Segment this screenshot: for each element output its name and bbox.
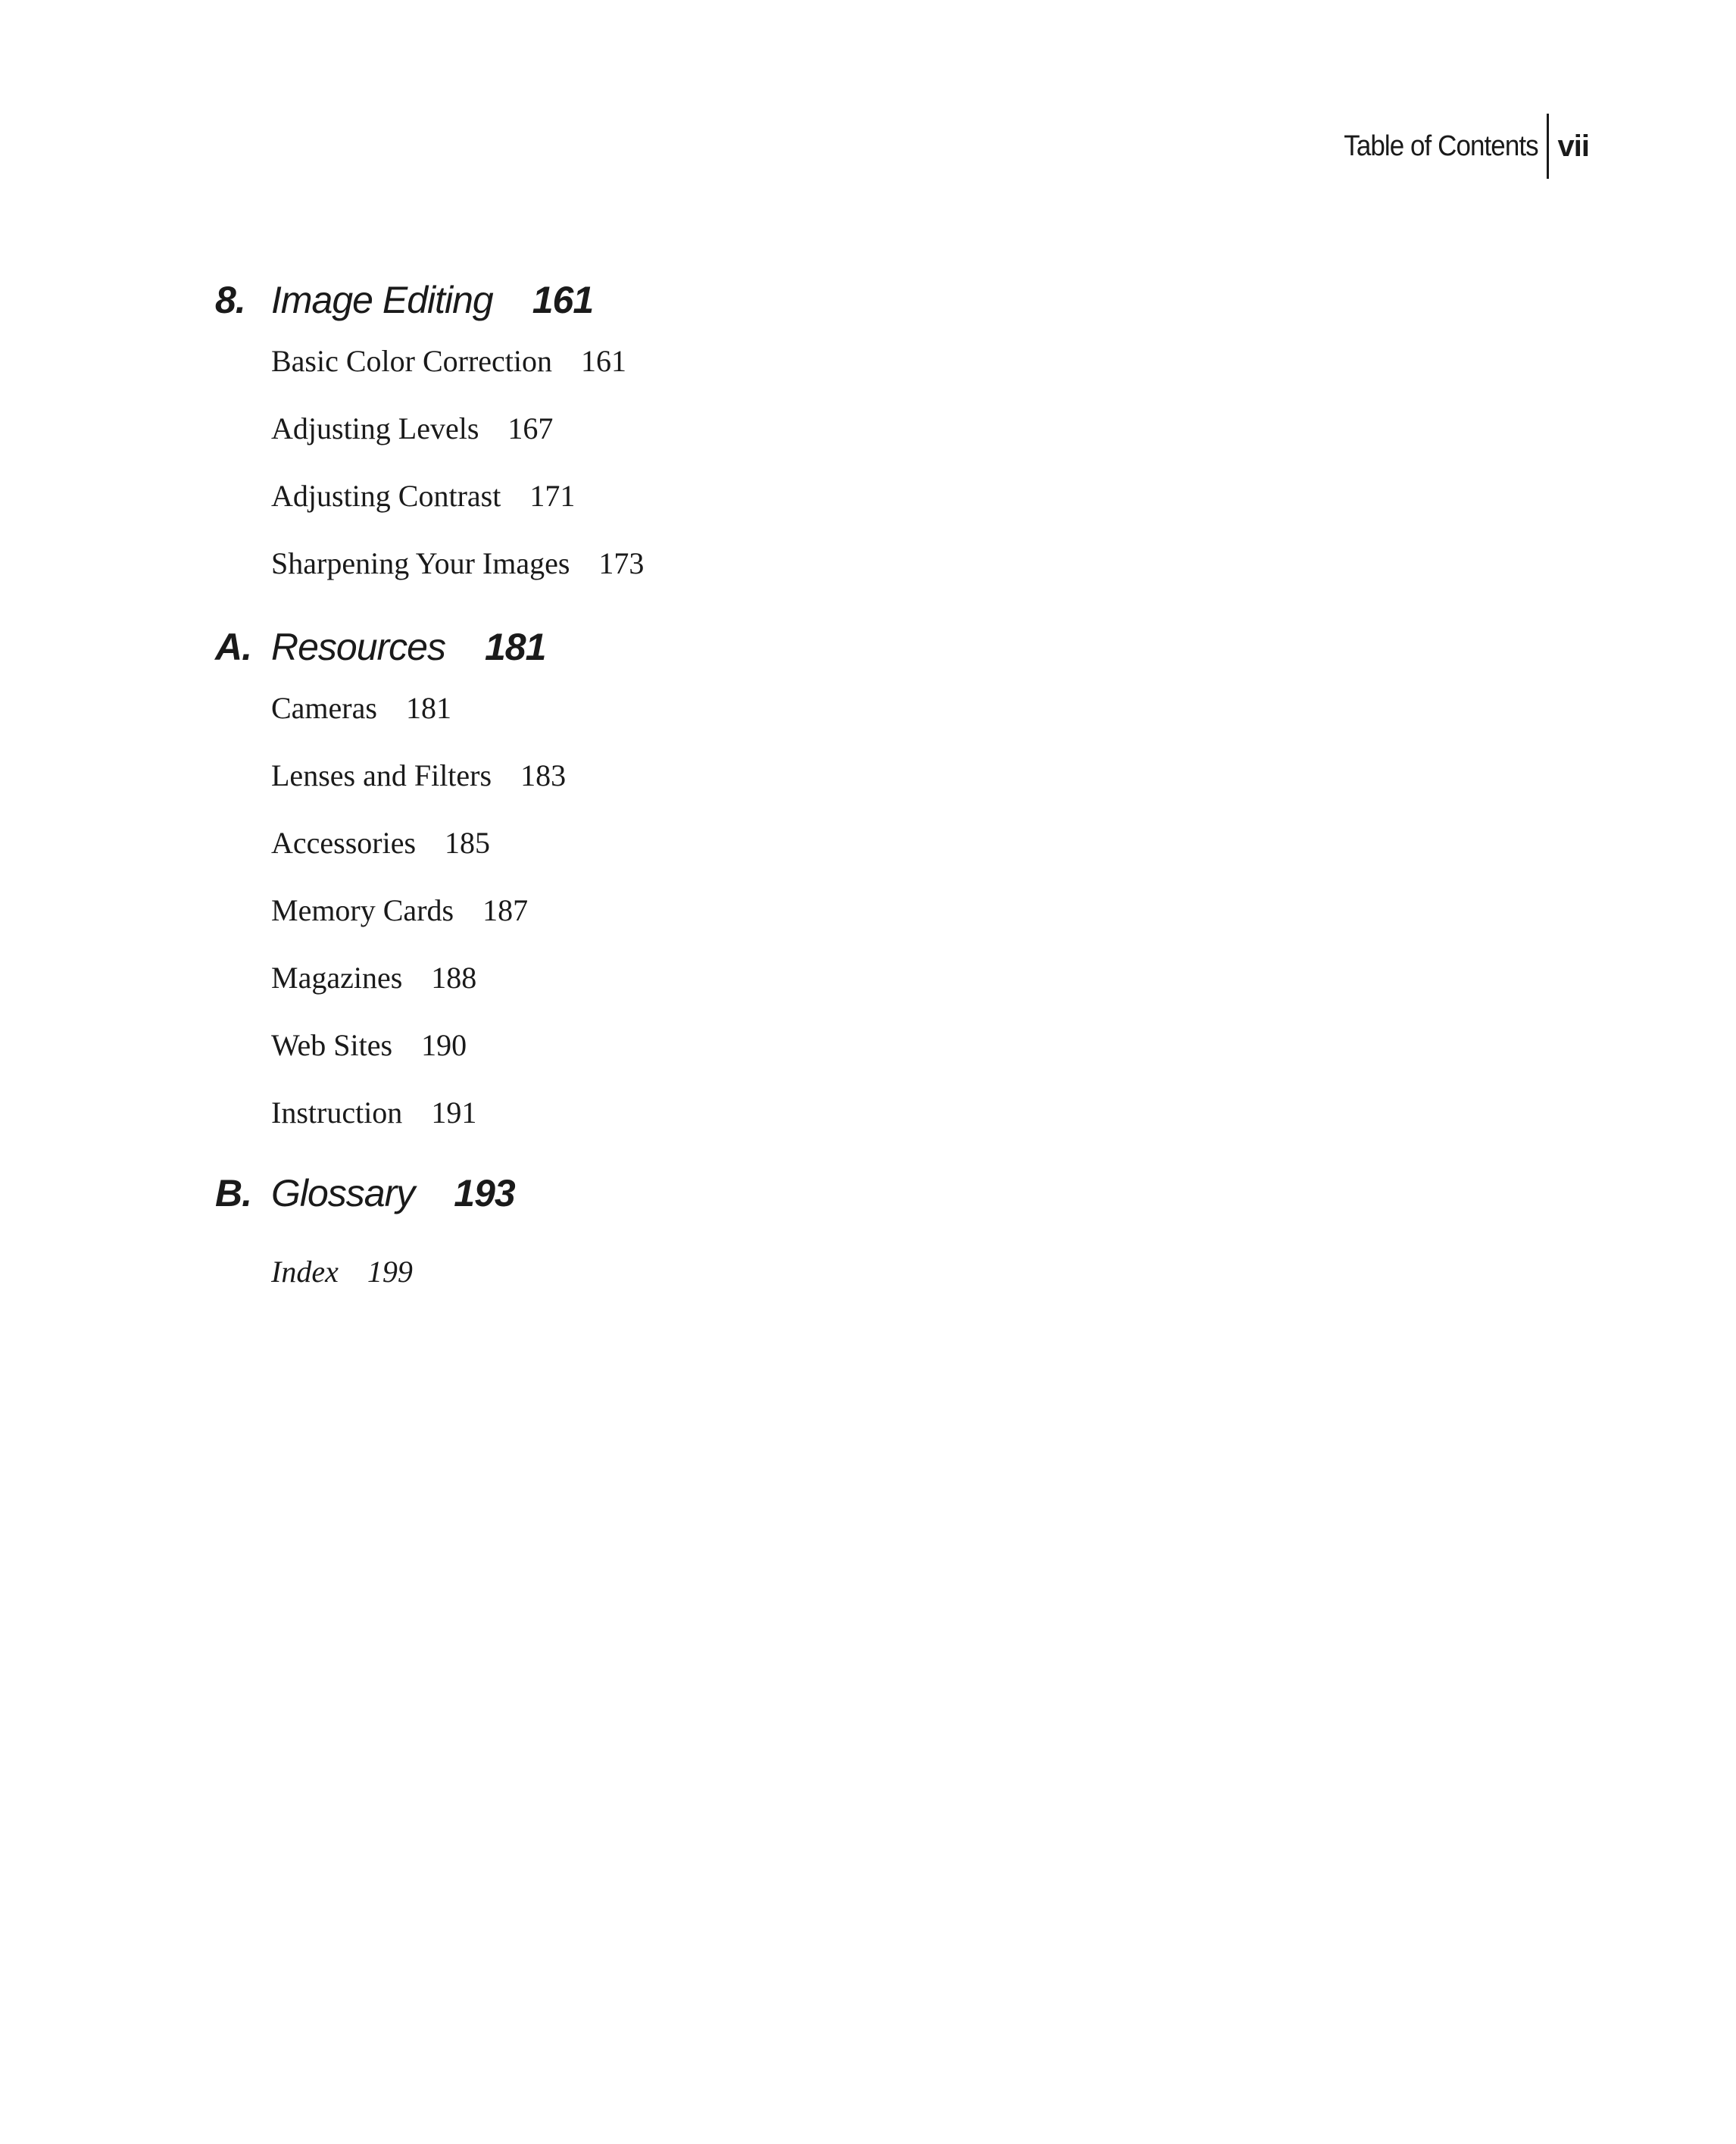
toc-entry-title: Magazines: [271, 961, 403, 995]
running-head-page-number: vii: [1557, 129, 1589, 163]
index-page-number: 199: [367, 1255, 413, 1289]
index-entry[interactable]: [215, 1249, 1427, 1295]
chapter-number: 8.: [215, 279, 245, 321]
chapter-8: [215, 273, 1427, 597]
toc-entry[interactable]: [271, 395, 1427, 462]
toc-entry-page: 190: [421, 1028, 467, 1062]
toc-entry[interactable]: [271, 674, 1427, 742]
chapter-heading[interactable]: [215, 620, 1427, 674]
toc-entry[interactable]: [271, 944, 1427, 1011]
toc-entry-page: 191: [431, 1095, 477, 1130]
section-list: [215, 327, 1427, 597]
toc-entry[interactable]: [271, 742, 1427, 809]
toc-entry[interactable]: [271, 530, 1427, 597]
toc-entry-page: 171: [529, 479, 576, 513]
chapter-heading[interactable]: [215, 1166, 1427, 1220]
toc-entry-title: Web Sites: [271, 1028, 393, 1062]
index-title: Index: [271, 1255, 339, 1289]
toc-entry[interactable]: [271, 462, 1427, 530]
toc-entry-page: 181: [405, 691, 451, 725]
chapter-page-number: 193: [454, 1172, 515, 1214]
chapter-title: Image Editing: [271, 279, 493, 321]
toc-entry-page: 185: [445, 826, 491, 860]
toc-entry[interactable]: [271, 1011, 1427, 1079]
running-head: [1326, 114, 1589, 179]
toc-entry[interactable]: [271, 809, 1427, 877]
toc-entry-page: 183: [520, 758, 567, 792]
chapter-title: Resources: [271, 626, 445, 668]
toc-entry-title: Instruction: [271, 1095, 403, 1130]
chapter-page-number: 161: [532, 279, 594, 321]
toc-entry[interactable]: [271, 327, 1427, 395]
chapter-number: A.: [215, 626, 251, 668]
chapter-heading[interactable]: [215, 273, 1427, 327]
toc-entry-title: Adjusting Levels: [271, 411, 479, 445]
toc-entry-page: 167: [507, 411, 554, 445]
toc-entry-title: Sharpening Your Images: [271, 546, 570, 580]
appendix-b: [215, 1166, 1427, 1220]
running-head-title: Table of Contents: [1344, 130, 1538, 162]
chapter-title: Glossary: [271, 1172, 415, 1214]
table-of-contents: [215, 273, 1427, 1295]
toc-entry-title: Adjusting Contrast: [271, 479, 501, 513]
section-list: [215, 674, 1427, 1146]
chapter-number: B.: [215, 1172, 251, 1214]
toc-entry-title: Basic Color Correction: [271, 344, 553, 378]
toc-entry-page: 188: [431, 961, 477, 995]
toc-entry-title: Memory Cards: [271, 893, 454, 927]
chapter-page-number: 181: [485, 626, 546, 668]
toc-entry-title: Lenses and Filters: [271, 758, 492, 792]
toc-entry[interactable]: [271, 1079, 1427, 1146]
toc-entry-page: 187: [482, 893, 529, 927]
toc-entry-page: 173: [598, 546, 645, 580]
toc-entry-title: Accessories: [271, 826, 417, 860]
toc-entry-page: 161: [581, 344, 627, 378]
toc-entry[interactable]: [271, 877, 1427, 944]
appendix-a: [215, 620, 1427, 1146]
toc-entry-title: Cameras: [271, 691, 377, 725]
